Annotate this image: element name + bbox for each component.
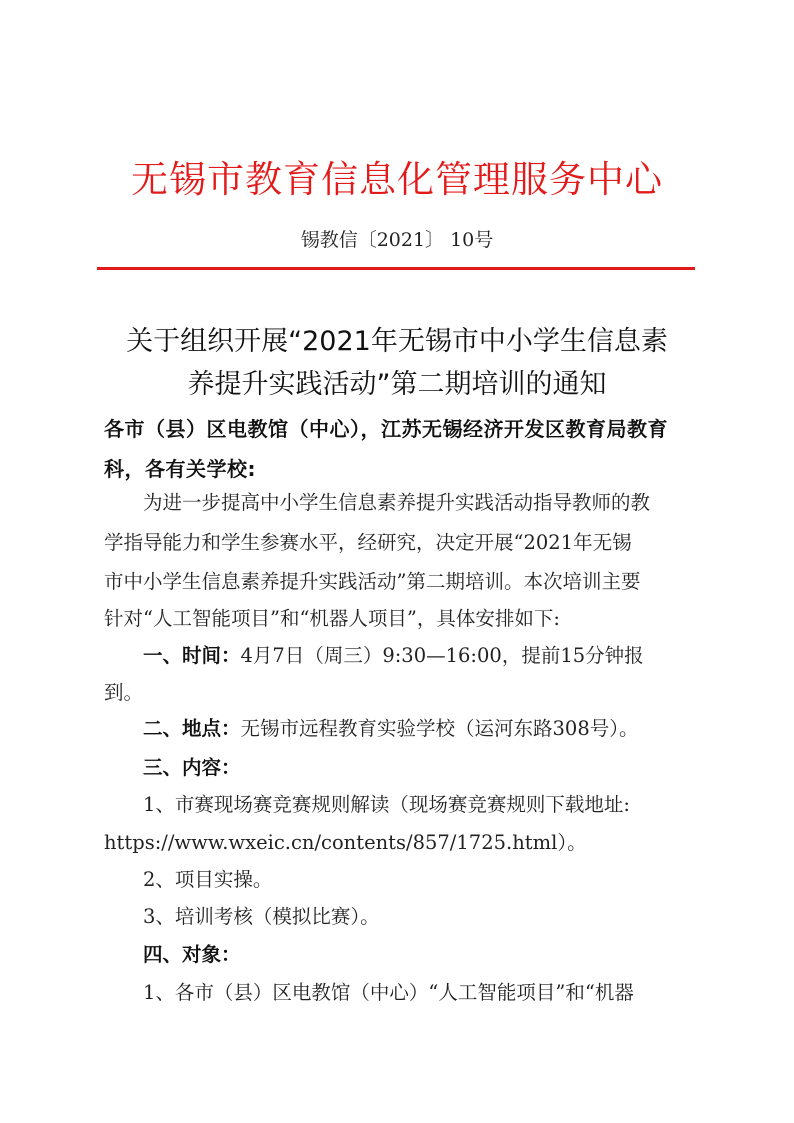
content-item-3: 3、培训考核（模拟比赛）。 — [143, 905, 380, 928]
section-place — [143, 711, 743, 747]
notice-title-line-2: 养提升实践活动”第二期培训的通知 — [187, 369, 607, 400]
addressee-line-2: 科，各有关学校: — [104, 457, 256, 481]
intro-line-3: 市中小学生信息素养提升实践活动”第二期培训。本次培训主要 — [104, 570, 641, 593]
time-text: 4月7日（周三）9:30—16:00，提前15分钟报 — [240, 644, 644, 667]
target-label: 四、对象： — [143, 943, 241, 966]
red-divider — [97, 267, 695, 270]
place-text: 无锡市远程教育实验学校（运河东路308号）。 — [240, 717, 639, 740]
intro-line-4: 针对“人工智能项目”和“机器人项目”，具体安排如下: — [104, 607, 560, 630]
content-item-2: 2、项目实操。 — [143, 868, 273, 891]
content-item-1-url: https://www.wxeic.cn/contents/857/1725.html）。 — [104, 831, 587, 854]
addressee-line-1: 各市（县）区电教馆（中心），江苏无锡经济开发区教育局教育 — [104, 417, 668, 441]
time-continuation: 到。 — [104, 681, 144, 704]
notice-title-line-1: 关于组织开展“2021年无锡市中小学生信息素 — [126, 326, 668, 357]
time-label: 一、时间： — [143, 644, 241, 667]
document-number: 锡教信〔2021〕 10号 — [300, 229, 494, 251]
intro-line-2: 学指导能力和学生参赛水平，经研究，决定开展“2021年无锡 — [104, 531, 632, 554]
intro-line-1: 为进一步提高中小学生信息素养提升实践活动指导教师的教 — [143, 491, 651, 514]
content-label: 三、内容： — [143, 756, 241, 779]
target-item-1: 1、各市（县）区电教馆（中心）“人工智能项目”和“机器 — [143, 981, 634, 1004]
place-label: 二、地点： — [143, 717, 241, 740]
content-item-1: 1、市赛现场赛竞赛规则解读（现场赛竞赛规则下载地址: — [143, 793, 630, 816]
letterhead-title: 无锡市教育信息化管理服务中心 — [131, 158, 663, 201]
section-time — [143, 638, 743, 674]
